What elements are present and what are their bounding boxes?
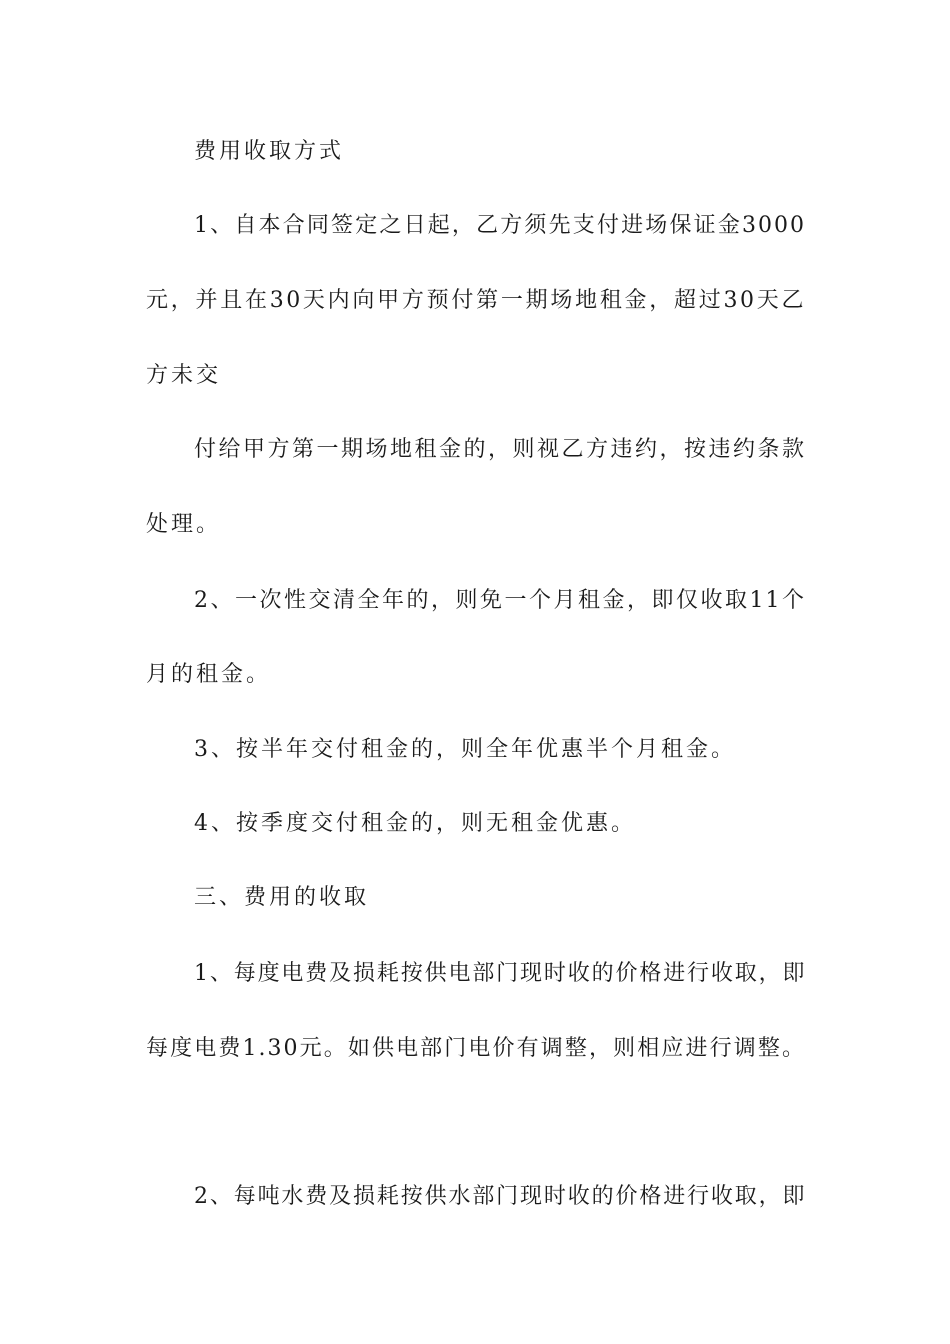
- section3-heading: 三、费用的收取: [194, 885, 370, 910]
- clause3: 3、按半年交付租金的，则全年优惠半个月租金。: [194, 737, 736, 762]
- clause4: 4、按季度交付租金的，则无租金优惠。: [194, 811, 636, 836]
- heading-fee-method: 费用收取方式: [194, 139, 345, 164]
- clause1-line2: 元，并且在30天内向甲方预付第一期场地租金，超过30天乙: [146, 288, 806, 313]
- clause2-line1: 2、一次性交清全年的，则免一个月租金，即仅收取11个: [194, 588, 806, 613]
- clause1-line1: 1、自本合同签定之日起，乙方须先支付进场保证金3000: [194, 213, 806, 238]
- clause1b-line1: 付给甲方第一期场地租金的，则视乙方违约，按违约条款: [194, 437, 806, 462]
- clause2-line2: 月的租金。: [146, 662, 272, 687]
- electricity-line2: 每度电费1.30元。如供电部门电价有调整，则相应进行调整。: [146, 1036, 806, 1061]
- electricity-line1: 1、每度电费及损耗按供电部门现时收的价格进行收取，即: [194, 961, 806, 986]
- clause1-line3: 方未交: [146, 363, 222, 388]
- water-line1: 2、每吨水费及损耗按供水部门现时收的价格进行收取，即: [194, 1184, 806, 1209]
- clause1b-line2: 处理。: [146, 512, 222, 537]
